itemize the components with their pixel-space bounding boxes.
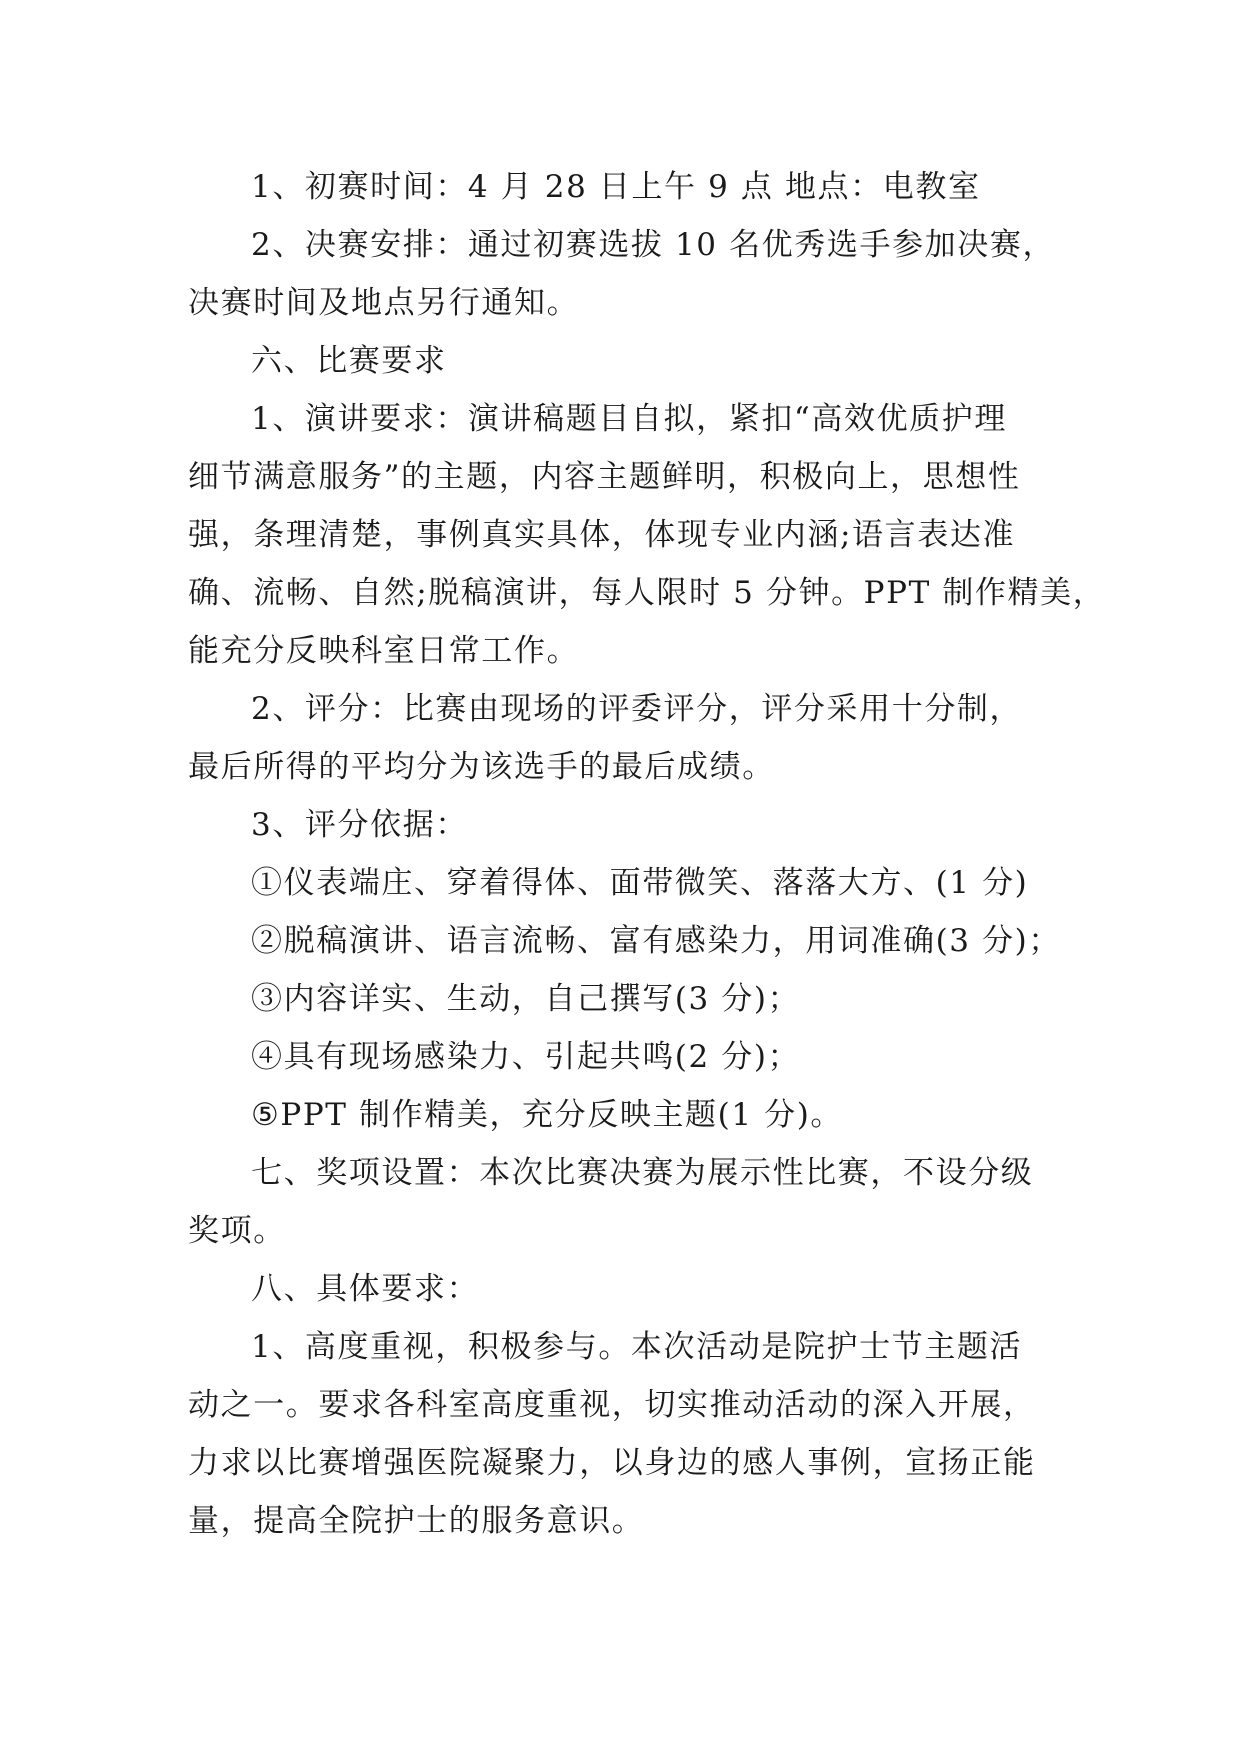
specific-requirement-line-cont-3: 量，提高全院护士的服务意识。 xyxy=(188,1503,645,1539)
speech-requirements-line-cont-1: 细节满意服务”的主题，内容主题鲜明，积极向上，思想性 xyxy=(188,459,1021,495)
speech-requirements-line-cont-4: 能充分反映科室日常工作。 xyxy=(188,633,580,669)
speech-requirements-line-cont-3: 确、流畅、自然;脱稿演讲，每人限时 5 分钟。PPT 制作精美， xyxy=(188,575,1106,611)
section-heading-requirements: 六、比赛要求 xyxy=(251,343,447,379)
criterion-item-5: ⑤PPT 制作精美，充分反映主题(1 分)。 xyxy=(251,1097,844,1133)
specific-requirement-line-cont-1: 动之一。要求各科室高度重视，切实推动活动的深入开展， xyxy=(188,1387,1036,1423)
final-arrangement-line: 2、决赛安排：通过初赛选拔 10 名优秀选手参加决赛， xyxy=(251,227,1056,263)
scoring-criteria-heading: 3、评分依据： xyxy=(251,807,468,843)
criterion-item-2: ②脱稿演讲、语言流畅、富有感染力，用词准确(3 分)； xyxy=(251,923,1061,959)
specific-requirement-line: 1、高度重视，积极参与。本次活动是院护士节主题活 xyxy=(251,1329,1023,1365)
prelim-schedule-line: 1、初赛时间：4 月 28 日上午 9 点 地点：电教室 xyxy=(251,169,981,205)
criterion-item-4: ④具有现场感染力、引起共鸣(2 分)； xyxy=(251,1039,801,1075)
scoring-line-cont: 最后所得的平均分为该选手的最后成绩。 xyxy=(188,749,775,785)
final-arrangement-line-cont: 决赛时间及地点另行通知。 xyxy=(188,285,580,321)
speech-requirements-line-cont-2: 强，条理清楚，事例真实具体，体现专业内涵;语言表达准 xyxy=(188,517,1016,553)
criterion-item-3: ③内容详实、生动，自己撰写(3 分)； xyxy=(251,981,801,1017)
speech-requirements-line: 1、演讲要求：演讲稿题目自拟，紧扣“高效优质护理 xyxy=(251,401,1007,437)
criterion-item-1: ①仪表端庄、穿着得体、面带微笑、落落大方、(1 分) xyxy=(251,865,1029,901)
specific-requirement-line-cont-2: 力求以比赛增强医院凝聚力，以身边的感人事例，宣扬正能 xyxy=(188,1445,1036,1481)
section-heading-awards-cont: 奖项。 xyxy=(188,1213,286,1249)
section-heading-awards: 七、奖项设置：本次比赛决赛为展示性比赛，不设分级 xyxy=(251,1155,1034,1191)
scoring-line: 2、评分：比赛由现场的评委评分，评分采用十分制， xyxy=(251,691,1023,727)
document-body xyxy=(188,158,1106,1550)
section-heading-specific-requirements: 八、具体要求： xyxy=(251,1271,480,1307)
